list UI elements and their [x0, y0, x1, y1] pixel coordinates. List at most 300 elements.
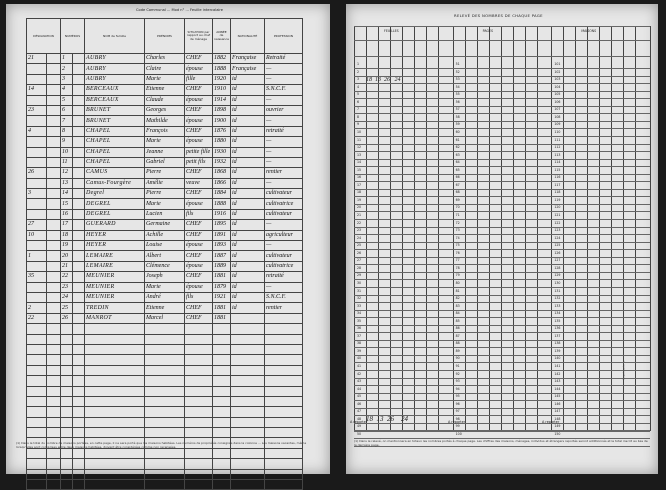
cell-family-name [85, 324, 145, 334]
cell-profession: — [264, 220, 302, 230]
table-row [27, 469, 303, 479]
left-footnote: (1) Dans le total du nombre de maisons portées, en cette page, il ne sera porté que les maisons habitées. Les numéros de propriétés consignés dans la colonne ... Les maisons vacantes, même lorsqu'elles sont comprises entre deux maisons habitées, doivent être considérées comme non recensées. [16, 441, 307, 449]
summary-grid-line [650, 26, 651, 431]
cell-blank [73, 365, 85, 375]
table-row [27, 116, 303, 126]
value-pages: 13 [375, 77, 381, 83]
cell-nationality [230, 365, 264, 375]
table-row [27, 355, 303, 365]
cell-menage-number [47, 417, 61, 427]
summary-row-line [354, 264, 650, 265]
cell-birth-year [213, 428, 231, 438]
cell-family-name: TREDIN [85, 303, 145, 313]
table-row [27, 448, 303, 458]
cell-blank [73, 448, 85, 458]
summary-row-number: 143 [554, 379, 561, 384]
cell-relation: épouse [185, 95, 213, 105]
table-row [27, 74, 303, 84]
summary-row-number: 9 [357, 122, 360, 127]
cell-blank [73, 355, 85, 365]
cell-blank [73, 386, 85, 396]
table-row [27, 480, 303, 490]
summary-row-line [354, 68, 650, 69]
summary-row-number: 72 [455, 220, 460, 225]
cell-individual-number: 25 [61, 303, 73, 313]
table-header-row [27, 19, 303, 54]
cell-house-number [27, 365, 47, 375]
cell-relation: petite fille [185, 147, 213, 157]
cell-menage-number [47, 324, 61, 334]
cell-family-name [85, 376, 145, 386]
cell-relation: épouse [185, 261, 213, 271]
cell-family-name [85, 334, 145, 344]
cell-family-name [85, 448, 145, 458]
left-page-header: Code Communal ... Mod n° ... Feuille intercalaire [136, 8, 224, 12]
cell-relation: épouse [185, 116, 213, 126]
summary-row-number: 68 [455, 190, 460, 195]
col-header-numeros: NUMÉROS [61, 19, 85, 54]
cell-first-name: Clémence [145, 261, 185, 271]
summary-row-number: 31 [357, 288, 362, 293]
cell-nationality [230, 417, 264, 427]
cell-blank [73, 64, 85, 74]
cell-blank [73, 344, 85, 354]
summary-row-number: 140 [554, 356, 561, 361]
summary-row-number: 82 [455, 296, 460, 301]
cell-nationality [230, 459, 264, 469]
cell-house-number [27, 396, 47, 406]
col-header-nom: NOM de famille [85, 19, 145, 54]
cell-individual-number: 2 [61, 64, 73, 74]
table-row [27, 428, 303, 438]
cell-nationality [230, 469, 264, 479]
summary-row-number: 100 [455, 431, 462, 436]
cell-nationality: id [230, 126, 264, 136]
cell-house-number [27, 386, 47, 396]
table-row [27, 376, 303, 386]
summary-row-line [354, 227, 650, 228]
cell-individual-number [61, 480, 73, 490]
cell-first-name [145, 417, 185, 427]
cell-blank [73, 95, 85, 105]
cell-first-name [145, 448, 185, 458]
cell-profession: cultivatrice [264, 199, 302, 209]
cell-profession [264, 396, 302, 406]
cell-individual-number [61, 334, 73, 344]
cell-house-number [27, 178, 47, 188]
summary-row-number: 40 [357, 356, 362, 361]
cell-relation: épouse [185, 64, 213, 74]
table-row [27, 272, 303, 282]
summary-bottom-line [354, 431, 650, 432]
summary-row-number: 119 [554, 197, 561, 202]
summary-row-number: 35 [357, 318, 362, 323]
cell-blank [73, 126, 85, 136]
cell-profession: cultivatrice [264, 261, 302, 271]
cell-first-name [145, 459, 185, 469]
summary-row-number: 114 [554, 160, 561, 165]
cell-menage-number [47, 95, 61, 105]
summary-row-number: 66 [455, 175, 460, 180]
cell-blank [73, 313, 85, 323]
cell-individual-number: 15 [61, 199, 73, 209]
cell-individual-number [61, 448, 73, 458]
summary-row-number: 69 [455, 197, 460, 202]
summary-row-number: 111 [554, 137, 561, 142]
cell-menage-number [47, 261, 61, 271]
cell-menage-number [47, 147, 61, 157]
summary-row-number: 124 [554, 235, 561, 240]
summary-row-number: 128 [554, 265, 561, 270]
summary-col-group-label: MAISONS [581, 29, 597, 33]
summary-row-number: 146 [554, 401, 561, 406]
summary-row-line [354, 98, 650, 99]
cell-profession [264, 480, 302, 490]
cell-profession: — [264, 95, 302, 105]
cell-first-name: Germaine [145, 220, 185, 230]
table-row [27, 282, 303, 292]
cell-house-number: 14 [27, 85, 47, 95]
summary-row-number: 22 [357, 220, 362, 225]
cell-nationality [230, 386, 264, 396]
cell-first-name: Marcel [145, 313, 185, 323]
summary-row-number: 113 [554, 152, 561, 157]
cell-menage-number [47, 178, 61, 188]
summary-row-number: 1 [357, 62, 360, 66]
summary-row-line [354, 196, 650, 197]
cell-profession [264, 417, 302, 427]
cell-menage-number [47, 220, 61, 230]
table-row [27, 178, 303, 188]
summary-row-number: 88 [455, 341, 460, 346]
cell-birth-year: 1887 [213, 251, 231, 261]
summary-row-number: 27 [357, 258, 362, 263]
summary-row-line [354, 159, 650, 160]
cell-blank [73, 189, 85, 199]
cell-family-name [85, 469, 145, 479]
summary-row-line [354, 257, 650, 258]
cell-first-name: Pierre [145, 189, 185, 199]
table-row [27, 168, 303, 178]
table-row [27, 417, 303, 427]
cell-nationality: id [230, 199, 264, 209]
cell-family-name: CAMUS [85, 168, 145, 178]
cell-family-name: MEUNIER [85, 272, 145, 282]
summary-row-line [354, 355, 650, 356]
summary-row-number: 28 [357, 265, 362, 270]
table-row [27, 459, 303, 469]
cell-profession: Retraité [264, 54, 302, 64]
cell-family-name: CHAPEL [85, 137, 145, 147]
cell-blank [73, 230, 85, 240]
summary-row-number: 13 [357, 152, 362, 157]
summary-row-number: 44 [357, 386, 362, 391]
summary-row-line [354, 302, 650, 303]
summary-row-number: 104 [554, 84, 561, 89]
cell-family-name: LEMAIRE [85, 261, 145, 271]
summary-row-number: 147 [554, 409, 561, 414]
cell-menage-number [47, 313, 61, 323]
cell-relation: CHEF [185, 126, 213, 136]
summary-row-number: 16 [357, 175, 362, 180]
cell-relation: fils [185, 292, 213, 302]
col-header-designation: DÉSIGNATION [27, 19, 61, 54]
summary-row-number: 110 [554, 129, 561, 134]
cell-family-name: LEMAIRE [85, 251, 145, 261]
cell-first-name: Marie [145, 137, 185, 147]
cell-birth-year [213, 396, 231, 406]
cell-first-name [145, 428, 185, 438]
summary-row-number: 70 [455, 205, 460, 210]
summary-row-number: 145 [554, 394, 561, 399]
cell-first-name: Georges [145, 105, 185, 115]
summary-row-line [354, 370, 650, 371]
cell-individual-number: 17 [61, 220, 73, 230]
summary-row-number: 139 [554, 348, 561, 353]
summary-row-line [354, 128, 650, 129]
summary-row-line [354, 317, 650, 318]
cell-house-number [27, 261, 47, 271]
cell-family-name: AUBRY [85, 64, 145, 74]
cell-nationality: Française [230, 64, 264, 74]
cell-blank [73, 168, 85, 178]
cell-profession [264, 365, 302, 375]
summary-row-number: 135 [554, 318, 561, 323]
cell-house-number [27, 480, 47, 490]
cell-individual-number [61, 407, 73, 417]
cell-profession: ouvrier [264, 105, 302, 115]
summary-row-number: 120 [554, 205, 561, 210]
summary-row-number: 125 [554, 243, 561, 248]
cell-first-name: François [145, 126, 185, 136]
summary-row-number: 55 [455, 92, 460, 97]
cell-birth-year [213, 376, 231, 386]
cell-first-name: Etienne [145, 303, 185, 313]
summary-row-number: 5 [357, 92, 360, 97]
cell-relation: CHEF [185, 303, 213, 313]
cell-relation [185, 376, 213, 386]
cell-birth-year: 1868 [213, 168, 231, 178]
cell-menage-number [47, 85, 61, 95]
cell-nationality: id [230, 74, 264, 84]
cell-first-name: Louise [145, 241, 185, 251]
cell-blank [73, 292, 85, 302]
cell-birth-year: 1914 [213, 95, 231, 105]
cell-profession [264, 448, 302, 458]
summary-row-number: 51 [455, 62, 460, 66]
summary-row-line [354, 393, 650, 394]
cell-family-name [85, 396, 145, 406]
cell-birth-year: 1888 [213, 64, 231, 74]
cell-menage-number [47, 303, 61, 313]
cell-profession: S.N.C.F. [264, 292, 302, 302]
value-maisons: 26 [384, 77, 390, 83]
cell-family-name [85, 428, 145, 438]
cell-blank [73, 282, 85, 292]
cell-house-number [27, 334, 47, 344]
summary-row-number: 105 [554, 92, 561, 97]
cell-relation [185, 365, 213, 375]
cell-profession: retraité [264, 272, 302, 282]
cell-profession: — [264, 157, 302, 167]
summary-row-number: 23 [357, 228, 362, 233]
cell-profession: — [264, 147, 302, 157]
cell-birth-year: 1895 [213, 220, 231, 230]
summary-row-number: 132 [554, 296, 561, 301]
cell-birth-year: 1881 [213, 313, 231, 323]
cell-individual-number: 8 [61, 126, 73, 136]
cell-nationality: id [230, 261, 264, 271]
summary-row-line [354, 113, 650, 114]
cell-first-name [145, 355, 185, 365]
cell-nationality: id [230, 137, 264, 147]
summary-row-number: 106 [554, 99, 561, 104]
cell-family-name: GUERARD [85, 220, 145, 230]
cell-blank [73, 199, 85, 209]
summary-row-number: 41 [357, 364, 362, 368]
cell-profession [264, 334, 302, 344]
cell-family-name: DEGREL [85, 209, 145, 219]
cell-birth-year [213, 324, 231, 334]
cell-menage-number [47, 334, 61, 344]
cell-individual-number [61, 396, 73, 406]
cell-house-number [27, 376, 47, 386]
cell-menage-number [47, 74, 61, 84]
cell-nationality: id [230, 116, 264, 126]
cell-nationality [230, 448, 264, 458]
summary-row-number: 91 [455, 364, 460, 368]
summary-row-number: 39 [357, 348, 362, 353]
summary-row-number: 54 [455, 84, 460, 89]
cell-individual-number: 21 [61, 261, 73, 271]
cell-profession: rentier [264, 168, 302, 178]
summary-row-line [354, 234, 650, 235]
summary-row-number: 59 [455, 122, 460, 127]
table-row [27, 396, 303, 406]
summary-row-number: 24 [357, 235, 362, 240]
summary-row-line [354, 204, 650, 205]
cell-house-number: 2 [27, 303, 47, 313]
cell-menage-number [47, 376, 61, 386]
cell-house-number [27, 344, 47, 354]
cell-family-name [85, 365, 145, 375]
cell-relation [185, 355, 213, 365]
cell-relation [185, 448, 213, 458]
cell-birth-year: 1932 [213, 157, 231, 167]
printer-stamp: Imprimerie ... [621, 360, 626, 380]
summary-row-line [354, 166, 650, 167]
cell-individual-number: 26 [61, 313, 73, 323]
cell-menage-number [47, 407, 61, 417]
cell-birth-year [213, 407, 231, 417]
cell-individual-number: 1 [61, 54, 73, 64]
cell-individual-number [61, 376, 73, 386]
cell-house-number: 10 [27, 230, 47, 240]
cell-first-name: Achille [145, 230, 185, 240]
summary-row-number: 29 [357, 273, 362, 278]
summary-row-number: 126 [554, 250, 561, 255]
cell-nationality: id [230, 220, 264, 230]
cell-house-number [27, 292, 47, 302]
cell-relation: CHEF [185, 220, 213, 230]
cell-individual-number: 11 [61, 157, 73, 167]
cell-profession: retraité [264, 126, 302, 136]
cell-family-name: BERCEAUX [85, 85, 145, 95]
cell-relation [185, 417, 213, 427]
cell-individual-number [61, 344, 73, 354]
cell-menage-number [47, 209, 61, 219]
cell-blank [73, 209, 85, 219]
cell-individual-number [61, 428, 73, 438]
summary-row-number: 142 [554, 371, 561, 376]
cell-blank [73, 74, 85, 84]
cell-relation [185, 324, 213, 334]
summary-row-number: 15 [357, 167, 362, 172]
cell-nationality: id [230, 178, 264, 188]
cell-first-name: Amélie [145, 178, 185, 188]
cell-profession [264, 324, 302, 334]
table-row [27, 365, 303, 375]
table-row [27, 157, 303, 167]
cell-menage-number [47, 137, 61, 147]
cell-birth-year: 1888 [213, 199, 231, 209]
cell-first-name: Claire [145, 64, 185, 74]
summary-row-line [354, 83, 650, 84]
summary-row-number: 49 [357, 424, 362, 429]
table-row [27, 209, 303, 219]
cell-nationality [230, 376, 264, 386]
cell-nationality [230, 407, 264, 417]
cell-blank [73, 480, 85, 490]
summary-row-number: 11 [357, 137, 362, 142]
table-row [27, 344, 303, 354]
summary-row-number: 121 [554, 213, 561, 217]
cell-nationality [230, 344, 264, 354]
cell-blank [73, 54, 85, 64]
table-row [27, 261, 303, 271]
right-footnote: (1) Dans le relevé, on mentionnera en totaux les nombres portés à chaque page. Les chiffres des maisons, ménages, individus et étrangers reportés seront additionnés et le total inscrit au bas de la dernière page. [354, 439, 648, 447]
cell-blank [73, 376, 85, 386]
cell-menage-number [47, 168, 61, 178]
cell-first-name [145, 334, 185, 344]
cell-blank [73, 251, 85, 261]
summary-row-line [354, 174, 650, 175]
cell-birth-year: 1882 [213, 54, 231, 64]
cell-birth-year: 1876 [213, 126, 231, 136]
cell-nationality [230, 324, 264, 334]
summary-row-number: 83 [455, 303, 460, 308]
summary-row-number: 52 [455, 69, 460, 74]
summary-row-line [354, 408, 650, 409]
cell-family-name [85, 355, 145, 365]
cell-house-number [27, 282, 47, 292]
summary-row-number: 92 [455, 371, 460, 376]
summary-row-number: 150 [554, 431, 561, 436]
cell-menage-number [47, 428, 61, 438]
summary-row-number: 129 [554, 273, 561, 278]
cell-birth-year: 1880 [213, 137, 231, 147]
cell-relation: épouse [185, 241, 213, 251]
cell-family-name: CHAPEL [85, 157, 145, 167]
cell-first-name: Mathilde [145, 116, 185, 126]
summary-row-number: 61 [455, 137, 460, 142]
cell-first-name: Marie [145, 74, 185, 84]
summary-row-line [354, 295, 650, 296]
table-row [27, 334, 303, 344]
cell-first-name: Lucien [145, 209, 185, 219]
summary-row-number: 2 [357, 69, 360, 74]
cell-relation: fils [185, 209, 213, 219]
